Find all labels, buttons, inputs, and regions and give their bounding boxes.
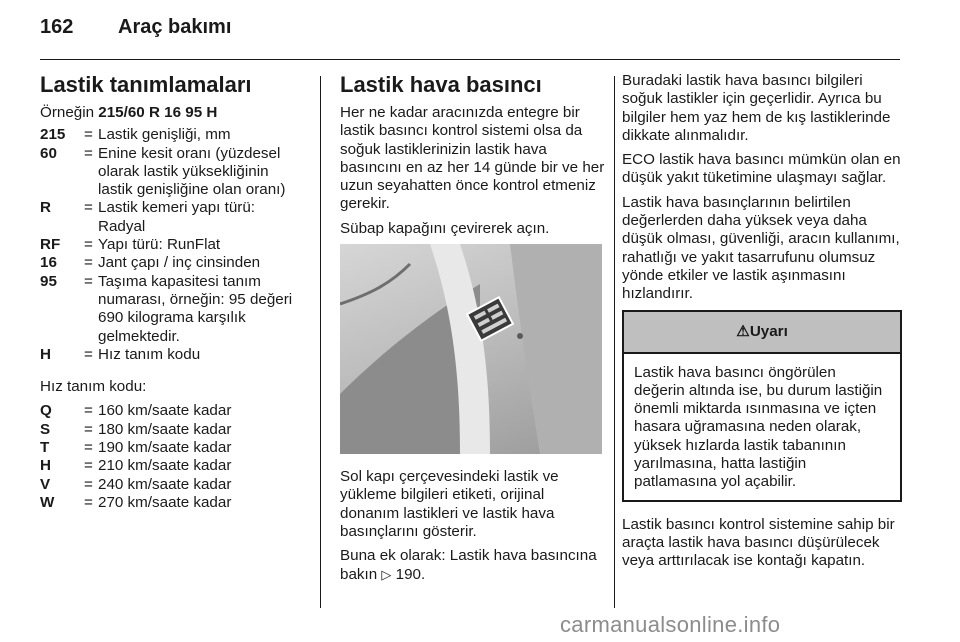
cabin-area xyxy=(510,244,602,454)
warning-box xyxy=(622,310,902,502)
warning-icon: ⚠ xyxy=(736,322,750,340)
example-line xyxy=(40,104,306,122)
code-sep: = xyxy=(84,254,93,272)
see-also-text: Buna ek olarak: Lastik hava basıncına bakın xyxy=(340,547,597,583)
eco-pressure-paragraph: ECO lastik hava basıncı mümkün olan en düşük yakıt tüketimine ulaşmayı sağlar. xyxy=(622,151,901,187)
speed-sep: = xyxy=(84,439,93,457)
speed-desc: 210 km/saate kadar xyxy=(98,457,232,475)
speed-key: S xyxy=(40,420,51,438)
speed-key: H xyxy=(40,457,51,475)
speed-row xyxy=(40,476,231,494)
column-divider-1 xyxy=(320,76,321,608)
code-desc: Enine kesit oranı (yüzdesel olarak lastik yüksekliğinin lastik genişliğine olan oranı) xyxy=(98,144,286,199)
code-key: 16 xyxy=(40,254,57,272)
speed-sep: = xyxy=(84,420,93,438)
column-divider-2 xyxy=(614,76,615,608)
left-column xyxy=(40,72,306,526)
code-key: H xyxy=(40,345,51,363)
code-sep: = xyxy=(84,199,93,217)
header-rule xyxy=(40,59,900,60)
code-def-row xyxy=(40,254,306,272)
speed-key: T xyxy=(40,439,50,457)
code-definitions-table xyxy=(40,126,306,364)
tire-pressure-heading: Lastik hava basıncı xyxy=(340,72,542,97)
code-sep: = xyxy=(84,236,93,254)
speed-desc: 190 km/saate kadar xyxy=(98,439,232,457)
code-def-row xyxy=(40,199,306,236)
speed-row xyxy=(40,421,231,439)
speed-desc: 180 km/saate kadar xyxy=(98,420,232,438)
code-desc: Hız tanım kodu xyxy=(98,345,201,363)
door-frame-label-photo xyxy=(340,244,602,454)
speed-sep: = xyxy=(84,493,93,511)
tire-designation-heading: Lastik tanımlamaları xyxy=(40,72,252,97)
ignition-off-paragraph: Lastik basıncı kontrol sistemine sahip bir araçta lastik hava basıncı düşürülecek veya arttırılacak ise kontağı kapatın. xyxy=(622,515,895,570)
speed-sep: = xyxy=(84,402,93,420)
speed-sep: = xyxy=(84,457,93,475)
code-def-row xyxy=(40,346,306,364)
cold-tire-paragraph: Buradaki lastik hava basıncı bilgileri soğuk lastikler için geçerlidir. Ayrıca bu bilgiler hem yaz hem de kış lastiklerinde dikkate alınmalıdır. xyxy=(622,72,891,144)
speed-desc: 240 km/saate kadar xyxy=(98,475,232,493)
speed-key: V xyxy=(40,475,51,493)
code-desc: Lastik kemeri yapı türü: Radyal xyxy=(98,199,255,235)
code-def-row xyxy=(40,126,306,144)
door-frame-illustration xyxy=(340,244,602,454)
speed-code-intro: Hız tanım kodu: xyxy=(40,378,147,396)
code-def-row xyxy=(40,236,306,254)
middle-column xyxy=(340,72,606,590)
code-desc: Lastik genişliği, mm xyxy=(98,126,231,144)
speed-codes-table xyxy=(40,402,231,512)
code-key: RF xyxy=(40,236,61,254)
door-latch-bolt xyxy=(517,333,523,339)
speed-row xyxy=(40,402,231,420)
page-reference-link[interactable]: 190. xyxy=(395,565,426,583)
code-key: 60 xyxy=(40,144,57,162)
pressure-deviation-paragraph: Lastik hava basınçlarının belirtilen değerlerden daha yüksek veya daha düşük olması, güvenliği, aracın kullanımı, rahatlığı ve yakıt tasarrufunu olumsuz yönde etkiler ve lastik aşınmasını hızlandırır. xyxy=(622,193,900,303)
valve-cap-paragraph: Sübap kapağını çevirerek açın. xyxy=(340,219,550,237)
code-sep: = xyxy=(84,126,93,144)
pressure-intro-paragraph: Her ne kadar aracınızda entegre bir lastik basıncı kontrol sistemi olsa da soğuk lastiklerinizin lastik hava basıncını en az her 14 günde bir ve her uzun seyahatten önce kontrol etmeniz gerekir. xyxy=(340,104,605,213)
code-sep: = xyxy=(84,272,93,290)
speed-key: Q xyxy=(40,402,52,420)
label-caption-paragraph: Sol kapı çerçevesindeki lastik ve yükleme bilgileri etiketi, orijinal donanım lastikleri ve lastik hava basınçlarını gösterir. xyxy=(340,468,559,540)
page-reference-icon: ▷ xyxy=(381,566,392,582)
warning-text: Lastik hava basıncı öngörülen değerin altında ise, bu durum lastiğin önemli miktarda ısınmasına ve içten hasara uğramasına neden olarak, yüksek hızlarda lastik tabanının yarılmasına, hatta lastiğin patlamasına yol açabilir. xyxy=(634,363,883,491)
code-def-row xyxy=(40,145,306,200)
code-key: 215 xyxy=(40,126,66,144)
chapter-title: Araç bakımı xyxy=(118,16,232,38)
example-prefix: Örneğin xyxy=(40,104,95,121)
code-key: 95 xyxy=(40,272,57,290)
right-column xyxy=(622,72,902,577)
speed-row xyxy=(40,457,231,475)
watermark: carmanualsonline.info xyxy=(560,612,781,637)
speed-row xyxy=(40,494,231,512)
code-def-row xyxy=(40,273,306,346)
code-key: R xyxy=(40,199,51,217)
page-number: 162 xyxy=(40,16,74,38)
code-desc: Jant çapı / inç cinsinden xyxy=(98,254,261,272)
example-code: 215/60 R 16 95 H xyxy=(98,104,218,121)
see-also-paragraph xyxy=(340,547,606,584)
speed-desc: 270 km/saate kadar xyxy=(98,493,232,511)
code-sep: = xyxy=(84,345,93,363)
speed-key: W xyxy=(40,493,55,511)
warning-title: Uyarı xyxy=(749,322,788,340)
speed-desc: 160 km/saate kadar xyxy=(98,402,232,420)
code-sep: = xyxy=(84,144,93,162)
speed-sep: = xyxy=(84,475,93,493)
door-seal-line xyxy=(340,264,410,304)
warning-header xyxy=(624,312,900,354)
speed-row xyxy=(40,439,231,457)
code-desc: Taşıma kapasitesi tanım numarası, örneğin: 95 değeri 690 kilograma karşılık gelmektedir. xyxy=(98,272,293,345)
code-desc: Yapı türü: RunFlat xyxy=(98,236,221,254)
